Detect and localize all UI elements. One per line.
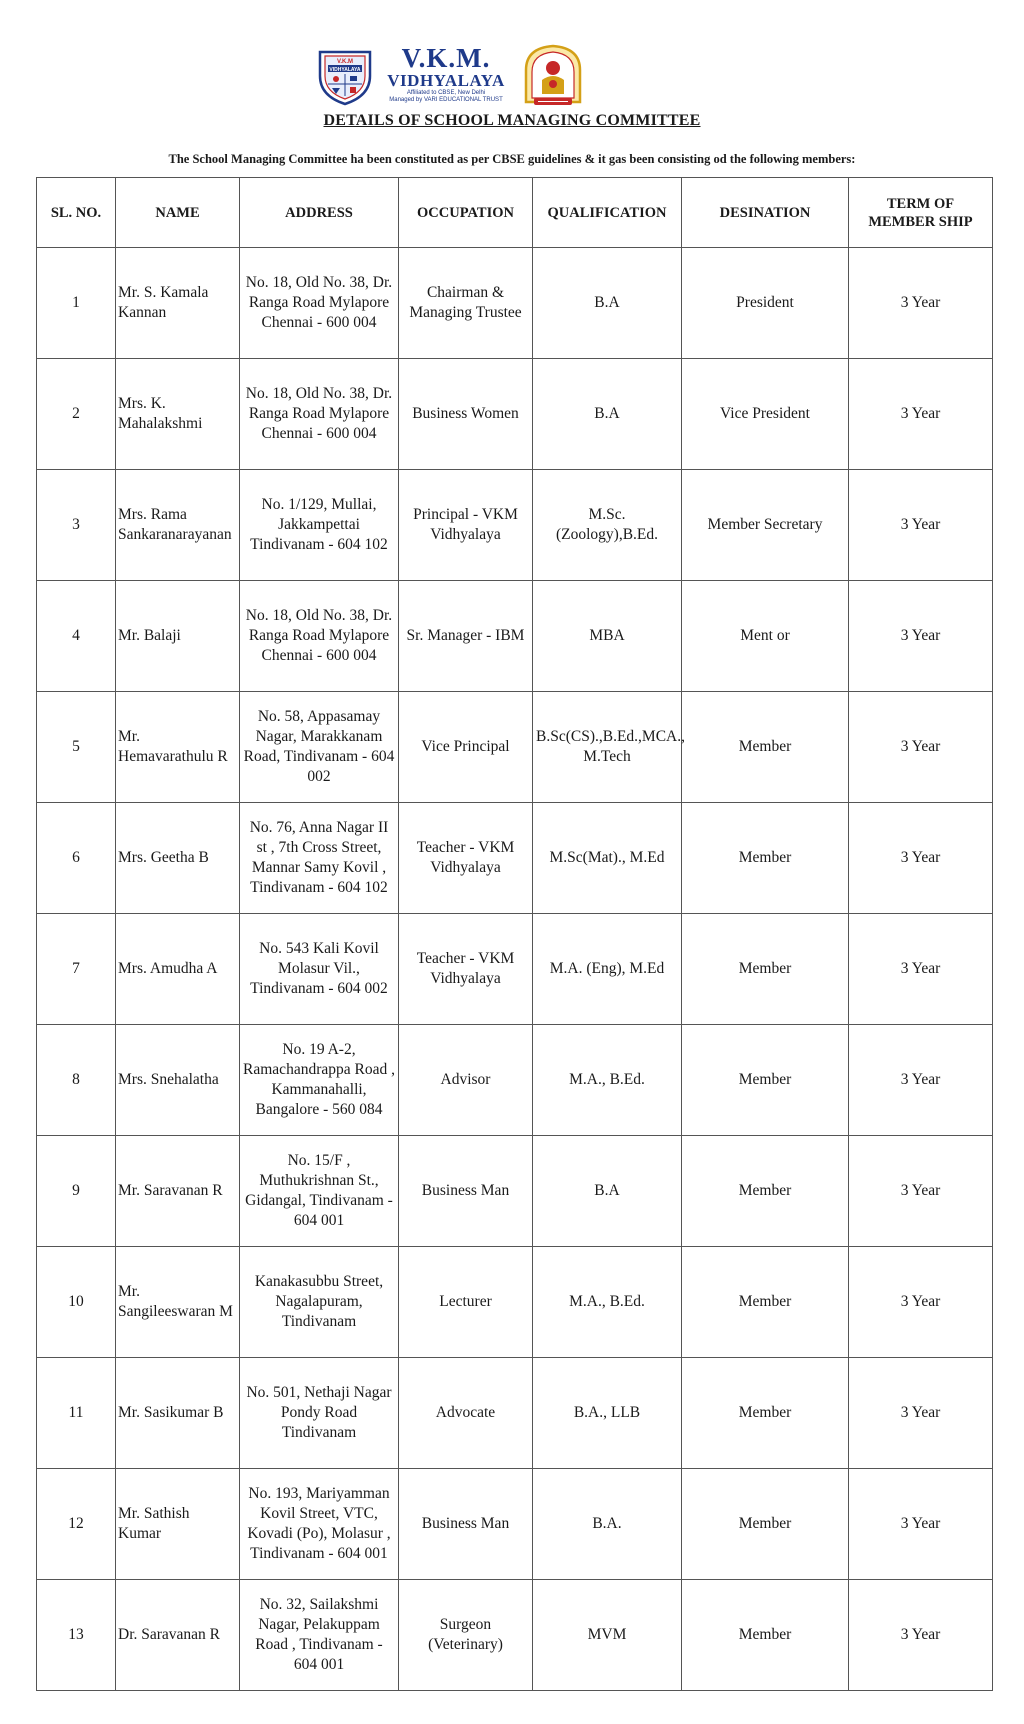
cell-designation: Member [682,1247,849,1358]
cell-address: Kanakasubbu Street, Nagalapuram, Tindivanam [240,1247,399,1358]
cell-address: No. 15/F , Muthukrishnan St., Gidangal, Tindivanam - 604 001 [240,1136,399,1247]
column-header-designation: DESINATION [682,178,849,248]
cell-sl-no: 4 [37,581,116,692]
cell-term: 3 Year [849,692,993,803]
cell-address: No. 543 Kali Kovil Molasur Vil., Tindivanam - 604 002 [240,914,399,1025]
cell-occupation: Business Man [399,1469,533,1580]
cell-designation: Member Secretary [682,470,849,581]
cell-designation: President [682,248,849,359]
cell-address: No. 18, Old No. 38, Dr. Ranga Road Mylapore Chennai - 600 004 [240,359,399,470]
cell-name: Dr. Saravanan R [116,1580,240,1691]
cell-name: Mr. Balaji [116,581,240,692]
cell-address: No. 18, Old No. 38, Dr. Ranga Road Mylapore Chennai - 600 004 [240,248,399,359]
cell-term: 3 Year [849,1247,993,1358]
cell-term: 3 Year [849,1025,993,1136]
cell-designation: Ment or [682,581,849,692]
cell-address: No. 501, Nethaji Nagar Pondy Road Tindivanam [240,1358,399,1469]
cell-name: Mr. Sathish Kumar [116,1469,240,1580]
cell-sl-no: 11 [37,1358,116,1469]
cell-occupation: Principal - VKM Vidhyalaya [399,470,533,581]
cell-sl-no: 1 [37,248,116,359]
brand-subtitle: VIDHYALAYA [387,71,505,90]
cell-qualification: M.A. (Eng), M.Ed [533,914,682,1025]
cell-qualification: B.A [533,248,682,359]
cell-designation: Member [682,1025,849,1136]
cell-term: 3 Year [849,1136,993,1247]
cell-address: No. 18, Old No. 38, Dr. Ranga Road Mylapore Chennai - 600 004 [240,581,399,692]
cell-sl-no: 8 [37,1025,116,1136]
cell-term: 3 Year [849,248,993,359]
cell-term: 3 Year [849,359,993,470]
cell-qualification: MVM [533,1580,682,1691]
document-title: DETAILS OF SCHOOL MANAGING COMMITTEE [323,112,701,129]
cell-qualification: B.A [533,1136,682,1247]
cell-qualification: MBA [533,581,682,692]
cell-sl-no: 13 [37,1580,116,1691]
column-header-address: ADDRESS [240,178,399,248]
cell-occupation: Chairman & Managing Trustee [399,248,533,359]
table-row [37,470,993,581]
table-row [37,1358,993,1469]
cell-occupation: Teacher - VKM Vidhyalaya [399,803,533,914]
cell-name: Mrs. Amudha A [116,914,240,1025]
cell-term: 3 Year [849,914,993,1025]
school-brand [376,44,516,104]
cell-designation: Member [682,692,849,803]
temple-emblem-icon [520,42,586,108]
cell-qualification: B.A., LLB [533,1358,682,1469]
cell-occupation: Advisor [399,1025,533,1136]
table-row [37,692,993,803]
school-crest-icon [316,46,374,106]
table-row [37,1580,993,1691]
cell-term: 3 Year [849,1469,993,1580]
cell-qualification: M.A., B.Ed. [533,1247,682,1358]
table-row [37,359,993,470]
cell-occupation: Vice Principal [399,692,533,803]
brand-title: V.K.M. [401,43,491,73]
cell-qualification: B.A. [533,1469,682,1580]
cell-occupation: Sr. Manager - IBM [399,581,533,692]
svg-text:V.K.M: V.K.M [336,59,354,65]
cell-name: Mrs. K. Mahalakshmi [116,359,240,470]
cell-qualification: M.Sc(Mat)., M.Ed [533,803,682,914]
cell-designation: Member [682,803,849,914]
cell-occupation: Surgeon (Veterinary) [399,1580,533,1691]
cell-address: No. 76, Anna Nagar II st , 7th Cross Street, Mannar Samy Kovil , Tindivanam - 604 102 [240,803,399,914]
cell-designation: Vice President [682,359,849,470]
brand-affiliation: Affiliated to CBSE, New Delhi [406,90,486,96]
cell-designation: Member [682,914,849,1025]
cell-term: 3 Year [849,803,993,914]
cell-name: Mrs. Rama Sankaranarayanan [116,470,240,581]
cell-sl-no: 12 [37,1469,116,1580]
cell-address: No. 193, Mariyamman Kovil Street, VTC, Kovadi (Po), Molasur , Tindivanam - 604 001 [240,1469,399,1580]
svg-text:VIDHYALAYA: VIDHYALAYA [329,67,361,73]
table-row [37,1247,993,1358]
cell-name: Mr. Sangileeswaran M [116,1247,240,1358]
cell-designation: Member [682,1580,849,1691]
cell-qualification: M.A., B.Ed. [533,1025,682,1136]
table-row [37,1469,993,1580]
cell-designation: Member [682,1469,849,1580]
table-row [37,914,993,1025]
cell-name: Mrs. Snehalatha [116,1025,240,1136]
cell-occupation: Business Man [399,1136,533,1247]
cell-term: 3 Year [849,470,993,581]
intro-text: The School Managing Committee ha been constituted as per CBSE guidelines & it gas been consisting od the following members: [168,152,856,166]
column-header-name: NAME [116,178,240,248]
cell-address: No. 58, Appasamay Nagar, Marakkanam Road, Tindivanam - 604 002 [240,692,399,803]
table-row [37,1025,993,1136]
cell-qualification: M.Sc. (Zoology),B.Ed. [533,470,682,581]
cell-address: No. 1/129, Mullai, Jakkampettai Tindivanam - 604 102 [240,470,399,581]
cell-occupation: Teacher - VKM Vidhyalaya [399,914,533,1025]
cell-name: Mr. Hemavarathulu R [116,692,240,803]
cell-name: Mr. S. Kamala Kannan [116,248,240,359]
cell-occupation: Business Women [399,359,533,470]
cell-occupation: Lecturer [399,1247,533,1358]
cell-sl-no: 9 [37,1136,116,1247]
committee-table [36,177,993,1691]
cell-qualification: B.Sc(CS).,B.Ed.,MCA., M.Tech [533,692,682,803]
cell-name: Mr. Sasikumar B [116,1358,240,1469]
cell-qualification: B.A [533,359,682,470]
cell-occupation: Advocate [399,1358,533,1469]
table-header-row [37,178,993,248]
letterhead [0,40,1024,110]
column-header-sl-no: SL. NO. [37,178,116,248]
cell-sl-no: 2 [37,359,116,470]
table-row [37,803,993,914]
cell-name: Mr. Saravanan R [116,1136,240,1247]
column-header-occupation: OCCUPATION [399,178,533,248]
cell-term: 3 Year [849,1358,993,1469]
cell-sl-no: 3 [37,470,116,581]
table-row [37,248,993,359]
cell-designation: Member [682,1358,849,1469]
cell-designation: Member [682,1136,849,1247]
cell-sl-no: 6 [37,803,116,914]
cell-address: No. 19 A-2, Ramachandrappa Road , Kammanahalli, Bangalore - 560 084 [240,1025,399,1136]
cell-sl-no: 5 [37,692,116,803]
cell-sl-no: 10 [37,1247,116,1358]
cell-sl-no: 7 [37,914,116,1025]
cell-term: 3 Year [849,581,993,692]
cell-address: No. 32, Sailakshmi Nagar, Pelakuppam Road , Tindivanam - 604 001 [240,1580,399,1691]
column-header-term: TERM OF MEMBER SHIP [849,178,993,248]
cell-name: Mrs. Geetha B [116,803,240,914]
cell-term: 3 Year [849,1580,993,1691]
table-row [37,1136,993,1247]
table-row [37,581,993,692]
column-header-qualification: QUALIFICATION [533,178,682,248]
brand-managed-by: Managed by VARI EDUCATIONAL TRUST [389,97,503,103]
